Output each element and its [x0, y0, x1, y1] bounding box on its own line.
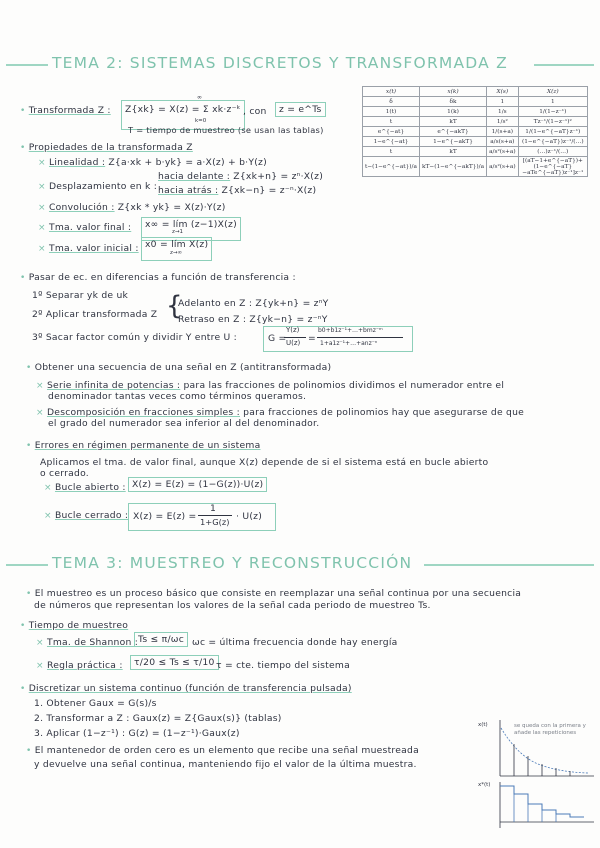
table-cell: δ	[363, 97, 420, 107]
transformada-formula: Z{xk} = X(z) = Σ xk·z⁻ᵏ	[125, 104, 241, 115]
tema3-intro2: de números que representan los valores de la señal cada periodo de muestreo Ts.	[34, 600, 431, 611]
g-lhs: G =	[268, 333, 287, 344]
table-cell: 1(k)	[419, 107, 486, 117]
cross-bullet-icon: ×	[38, 203, 46, 213]
regla-formula: τ/20 ≤ Ts ≤ τ/10	[134, 657, 215, 668]
valor-inicial-sub: z→∞	[170, 250, 183, 256]
descomposicion-text2: el grado del numerador sea inferior al del denominador.	[48, 418, 320, 429]
fraction-bar	[198, 515, 232, 516]
bucle-abierto-row	[44, 482, 126, 493]
linealidad-row	[38, 157, 267, 168]
bucle-abierto-box	[128, 477, 267, 492]
table-cell: 1/(s+a)	[487, 127, 519, 137]
table-header-row	[363, 87, 588, 97]
sample-stems	[514, 744, 570, 776]
table-row	[363, 137, 588, 147]
table-cell: [(aT−1+e^{−aT})+(1−e^{−aT}−aTe^{−aT})z⁻¹]z⁻¹	[518, 157, 587, 177]
errores-heading-row	[26, 440, 260, 451]
table-cell: e^{−akT}	[419, 127, 486, 137]
linealidad-label: Linealidad :	[48, 157, 106, 168]
convolucion-formula: Z{xk * yk} = X(z)·Y(z)	[117, 202, 226, 213]
propiedades-heading: Propiedades de la transformada Z	[28, 142, 193, 153]
table-cell: a/s²(s+a)	[487, 157, 519, 177]
table-cell: e^{−at}	[363, 127, 420, 137]
table-row	[363, 107, 588, 117]
table-cell: kT	[419, 117, 486, 127]
title-rule-left	[6, 64, 48, 66]
title-rule-right	[424, 564, 594, 566]
secuencia-heading-row	[26, 362, 331, 373]
table-cell: Tz⁻¹/(1−z⁻¹)²	[518, 117, 587, 127]
tiempo-heading-row	[20, 620, 128, 631]
table-cell: t	[363, 117, 420, 127]
bullet-icon: •	[20, 621, 26, 631]
retraso-row: Retraso en Z : Z{yk−n} = z⁻ⁿY	[178, 314, 328, 325]
discretizar-step2: 2. Transformar a Z : Gaux(z) = Z{Gaux(s)} (tablas)	[34, 713, 282, 724]
discretizar-step3: 3. Aplicar (1−z⁻¹) : G(z) = (1−z⁻¹)·Gaux(z)	[34, 728, 240, 739]
linealidad-formula: Z{a·xk + b·yk} = a·X(z) + b·Y(z)	[108, 157, 267, 168]
tiempo-heading: Tiempo de muestreo	[28, 620, 129, 631]
errores-heading: Errores en régimen permanente de un sistema	[34, 440, 261, 451]
sum-lower-limit: k=0	[195, 118, 207, 124]
cross-bullet-icon: ×	[38, 244, 46, 254]
regla-note: τ = cte. tiempo del sistema	[216, 660, 351, 671]
graph-axis2: x*(t)	[478, 782, 491, 788]
transformada-note: T = tiempo de muestreo (se usan las tablas)	[128, 125, 324, 135]
valor-final-sub: z→1	[172, 229, 183, 235]
g-den2: 1+a1z⁻¹+…+anz⁻ⁿ	[320, 340, 378, 347]
cross-bullet-icon: ×	[36, 661, 44, 671]
convolucion-row	[38, 202, 226, 213]
table-cell: (…)z⁻¹/(…)	[518, 147, 587, 157]
bullet-icon: •	[20, 106, 26, 116]
table-row	[363, 97, 588, 107]
table-cell: a/s(s+a)	[487, 137, 519, 147]
pasar-step3: 3º Sacar factor común y dividir Y entre U :	[32, 332, 238, 343]
cross-bullet-icon: ×	[38, 182, 46, 192]
sum-upper-limit: ∞	[197, 94, 202, 101]
valor-inicial-formula: x0 = lím X(z)	[145, 239, 209, 250]
g-num1: Y(z)	[286, 326, 300, 334]
zdef-box	[275, 102, 326, 117]
brace-icon: {	[166, 291, 183, 321]
bucle-cerrado-rhs: · U(z)	[236, 511, 263, 522]
descomposicion-label: Descomposición en fracciones simples :	[46, 407, 240, 418]
tema3-intro-row	[26, 588, 521, 599]
table-row	[363, 147, 588, 157]
atras-row	[158, 185, 316, 196]
cross-bullet-icon: ×	[38, 158, 46, 168]
convolucion-label: Convolución :	[48, 202, 115, 213]
g-equals: =	[308, 333, 316, 344]
pasar-heading-row	[20, 272, 296, 283]
serie-text1: para las fracciones de polinomios dividimos el numerador entre el	[183, 380, 505, 391]
table-cell: kT	[419, 147, 486, 157]
table-header-cell: X(s)	[487, 87, 519, 97]
table-cell: 1/s²	[487, 117, 519, 127]
shannon-label: Tma. de Shannon :	[46, 637, 139, 648]
table-header-cell: X(z)	[518, 87, 587, 97]
atras-formula: Z{xk−n} = z⁻ⁿ·X(z)	[221, 185, 317, 196]
table-cell: 1/s	[487, 107, 519, 117]
bucle-cerrado-num: 1	[210, 503, 217, 514]
table-cell: 1/(1−e^{−aT}z⁻¹)	[518, 127, 587, 137]
table-cell: 1	[518, 97, 587, 107]
pasar-heading: Pasar de ec. en diferencias a función de transferencia :	[28, 272, 296, 283]
tema2-title: TEMA 2: SISTEMAS DISCRETOS Y TRANSFORMADA Z	[52, 54, 508, 72]
table-cell: 1	[487, 97, 519, 107]
valor-final-formula: x∞ = lím (z−1)X(z)	[145, 219, 237, 230]
table-header-cell: x(t)	[363, 87, 420, 97]
bucle-cerrado-lhs: X(z) = E(z) =	[133, 511, 197, 522]
graph-axis1: x(t)	[478, 722, 488, 728]
valor-inicial-row	[38, 243, 139, 254]
desplazamiento-label: Desplazamiento en k :	[48, 181, 158, 192]
table-cell: a/s²(s+a)	[487, 147, 519, 157]
table-cell: t	[363, 147, 420, 157]
cross-bullet-icon: ×	[38, 223, 46, 233]
tema3-title: TEMA 3: MUESTREO Y RECONSTRUCCIÓN	[52, 554, 413, 572]
table-row	[363, 117, 588, 127]
bucle-cerrado-label: Bucle cerrado :	[54, 510, 129, 521]
g-num2: b0+b1z⁻¹+…+bmz⁻ᵐ	[318, 327, 383, 334]
table-header-cell: x(k)	[419, 87, 486, 97]
serie-row	[36, 380, 504, 391]
graph-note: se queda con la primera y añade las repeticiones	[514, 723, 586, 736]
adelanto-row: Adelanto en Z : Z{yk+n} = zⁿY	[178, 298, 329, 309]
z-definition: z = e^Ts	[279, 104, 322, 115]
valor-final-label: Tma. valor final :	[48, 222, 132, 233]
serie-text2: denominador tantas veces como términos queramos.	[48, 391, 307, 402]
tema3-intro1: El muestreo es un proceso básico que consiste en reemplazar una señal continua por una secuencia	[34, 588, 522, 599]
discretizar-step1: 1. Obtener Gaux = G(s)/s	[34, 698, 157, 709]
bullet-icon: •	[20, 273, 26, 283]
hacia-atras-label: hacia atrás :	[158, 185, 219, 196]
transformada-connector: , con	[243, 106, 267, 117]
delante-row	[158, 171, 323, 182]
table-cell: 1(t)	[363, 107, 420, 117]
bucle-cerrado-row	[44, 510, 128, 521]
table-cell: 1−e^{−at}	[363, 137, 420, 147]
cross-bullet-icon: ×	[44, 511, 52, 521]
propiedades-heading-row	[20, 142, 193, 153]
descomposicion-text1: para fracciones de polinomios hay que asegurarse de que	[243, 407, 525, 418]
table-row	[363, 127, 588, 137]
cross-bullet-icon: ×	[36, 408, 44, 418]
desplazamiento-row	[38, 181, 157, 192]
bucle-cerrado-den: 1+G(z)	[200, 517, 230, 527]
mantenedor-row	[26, 745, 419, 756]
cross-bullet-icon: ×	[36, 381, 44, 391]
hacia-delante-label: hacia delante :	[158, 171, 231, 182]
pasar-step1: 1º Separar yk de uk	[32, 290, 129, 301]
table-cell: kT−(1−e^{−akT})/a	[419, 157, 486, 177]
valor-inicial-label: Tma. valor inicial :	[48, 243, 139, 254]
table-row	[363, 157, 588, 177]
transformada-label: Transformada Z :	[28, 105, 111, 116]
table-cell: 1−e^{−akT}	[419, 137, 486, 147]
bullet-icon: •	[26, 589, 32, 599]
regla-label: Regla práctica :	[46, 660, 123, 671]
errores-text1: Aplicamos el tma. de valor final, aunque X(z) depende de si el sistema está en bucle abierto	[40, 457, 489, 468]
discretizar-heading: Discretizar un sistema continuo (función de transferencia pulsada)	[28, 683, 352, 694]
g-den1: U(z)	[286, 339, 301, 347]
delante-formula: Z{xk+n} = zⁿ·X(z)	[233, 171, 324, 182]
bullet-icon: •	[26, 441, 32, 451]
title-rule-left	[6, 564, 48, 566]
discretizar-heading-row	[20, 683, 352, 694]
table-cell: (1−e^{−aT})z⁻¹/(…)	[518, 137, 587, 147]
mantenedor-text2: y devuelve una señal continua, manteniendo fijo el valor de la última muestra.	[34, 759, 417, 770]
serie-label: Serie infinita de potencias :	[46, 380, 181, 391]
shannon-row	[36, 637, 138, 648]
shannon-box	[134, 632, 188, 647]
bucle-abierto-label: Bucle abierto :	[54, 482, 126, 493]
valor-inicial-box	[141, 237, 212, 261]
title-rule-right	[534, 64, 594, 66]
shannon-formula: Ts ≤ π/ωc	[138, 634, 185, 645]
bullet-icon: •	[20, 143, 26, 153]
shannon-note: ωc = última frecuencia donde hay energía	[192, 637, 398, 648]
valor-final-row	[38, 222, 131, 233]
fraction-bar	[317, 337, 403, 338]
table-cell: 1/(1−z⁻¹)	[518, 107, 587, 117]
mantenedor-text1: El mantenedor de orden cero es un elemento que recibe una señal muestreada	[34, 745, 419, 756]
table-cell: t−(1−e^{−at})/a	[363, 157, 420, 177]
regla-box	[130, 655, 219, 670]
pasar-step2: 2º Aplicar transformada Z	[32, 309, 158, 320]
secuencia-heading: Obtener una secuencia de una señal en Z (antitransformada)	[34, 362, 332, 373]
errores-text2: o cerrado.	[40, 468, 89, 479]
bucle-abierto-formula: X(z) = E(z) = (1−G(z))·U(z)	[132, 479, 264, 490]
cross-bullet-icon: ×	[44, 483, 52, 493]
table-cell: δk	[419, 97, 486, 107]
bullet-icon: •	[20, 684, 26, 694]
bullet-icon: •	[26, 363, 32, 373]
regla-row	[36, 660, 123, 671]
fraction-bar	[284, 337, 306, 338]
z-transform-table	[362, 86, 588, 177]
transformada-row	[20, 105, 111, 116]
cross-bullet-icon: ×	[36, 638, 44, 648]
bullet-icon: •	[26, 746, 32, 756]
descomposicion-row	[36, 407, 524, 418]
